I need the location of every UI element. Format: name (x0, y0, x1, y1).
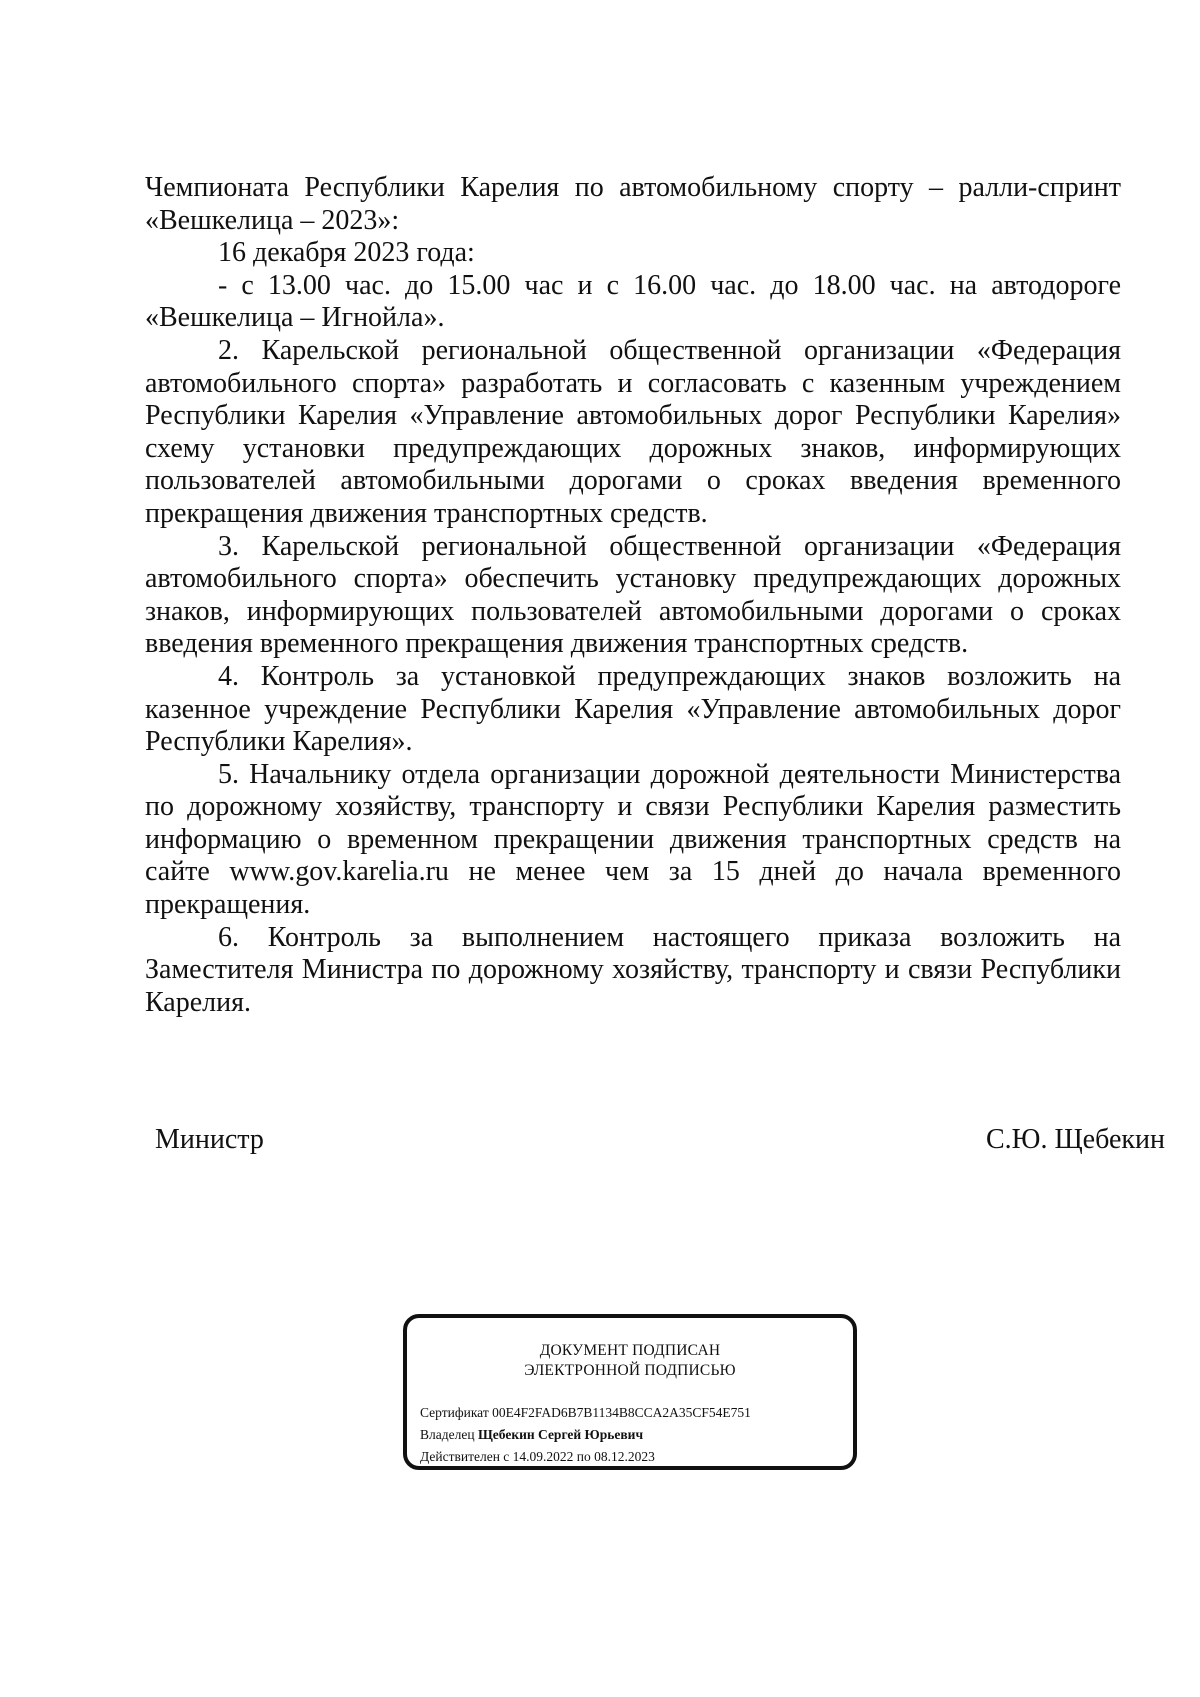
stamp-heading-line: ЭЛЕКТРОННОЙ ПОДПИСЬЮ (524, 1362, 736, 1379)
certificate-label: Сертификат (420, 1405, 489, 1420)
document-body (145, 172, 1121, 1019)
owner-label: Владелец (420, 1427, 475, 1442)
valid-to-label: по (576, 1449, 591, 1464)
electronic-signature-stamp (403, 1314, 857, 1470)
paragraph: 6. Контроль за выполнением настоящего приказа возложить на Заместителя Министра по дорожному хозяйству, транспорту и связи Республики Карелия. (145, 921, 1121, 1018)
stamp-heading (407, 1341, 853, 1381)
signatory-position: Министр (155, 1124, 264, 1155)
paragraph: 16 декабря 2023 года: (218, 237, 475, 269)
validity-line (420, 1446, 853, 1468)
certificate-value: 00E4F2FAD6B7B1134B8CCA2A35CF54E751 (492, 1405, 751, 1420)
owner-value: Щебекин Сергей Юрьевич (477, 1427, 644, 1442)
certificate-line (420, 1402, 853, 1424)
paragraph: 2. Карельской региональной общественной организации «Федерация автомобильного спорта» разработать и согласовать с казенным учреждением Республики Карелия «Управление автомобильных дорог Республики Карелия» схему установки предупреждающих дорожных знаков, информирующих пользователей автомобильными дорогами о сроках введения временного прекращения движения транспортных средств. (145, 334, 1121, 529)
valid-to-date: 08.12.2023 (594, 1449, 655, 1464)
signatory-name: С.Ю. Щебекин (985, 1124, 1165, 1155)
paragraph: 4. Контроль за установкой предупреждающих знаков возложить на казенное учреждение Республики Карелия «Управление автомобильных дорог Республики Карелия». (145, 660, 1121, 758)
paragraph: Чемпионата Республики Карелия по автомобильному спорту – ралли-спринт «Вешкелица – 2023»: (145, 172, 1121, 236)
valid-from-date: 14.09.2022 (512, 1449, 574, 1464)
stamp-heading-line: ДОКУМЕНТ ПОДПИСАН (539, 1342, 721, 1359)
paragraph: - с 13.00 час. до 15.00 час и с 16.00 час. до 18.00 час. на автодороге «Вешкелица – Игнойла». (145, 269, 1121, 334)
valid-from-label: Действителен с (420, 1449, 510, 1464)
owner-line (420, 1424, 853, 1446)
stamp-details (420, 1402, 853, 1468)
paragraph: 5. Начальнику отдела организации дорожной деятельности Министерства по дорожному хозяйству, транспорту и связи Республики Карелия разместить информацию о временном прекращении движения транспортных средств на сайте www.gov.karelia.ru не менее чем за 15 дней до начала временного прекращения. (145, 758, 1121, 921)
paragraph: 3. Карельской региональной общественной организации «Федерация автомобильного спорта» обеспечить установку предупреждающих дорожных знаков, информирующих пользователей автомобильными дорогами о сроках введения временного прекращения движения транспортных средств. (145, 530, 1121, 660)
